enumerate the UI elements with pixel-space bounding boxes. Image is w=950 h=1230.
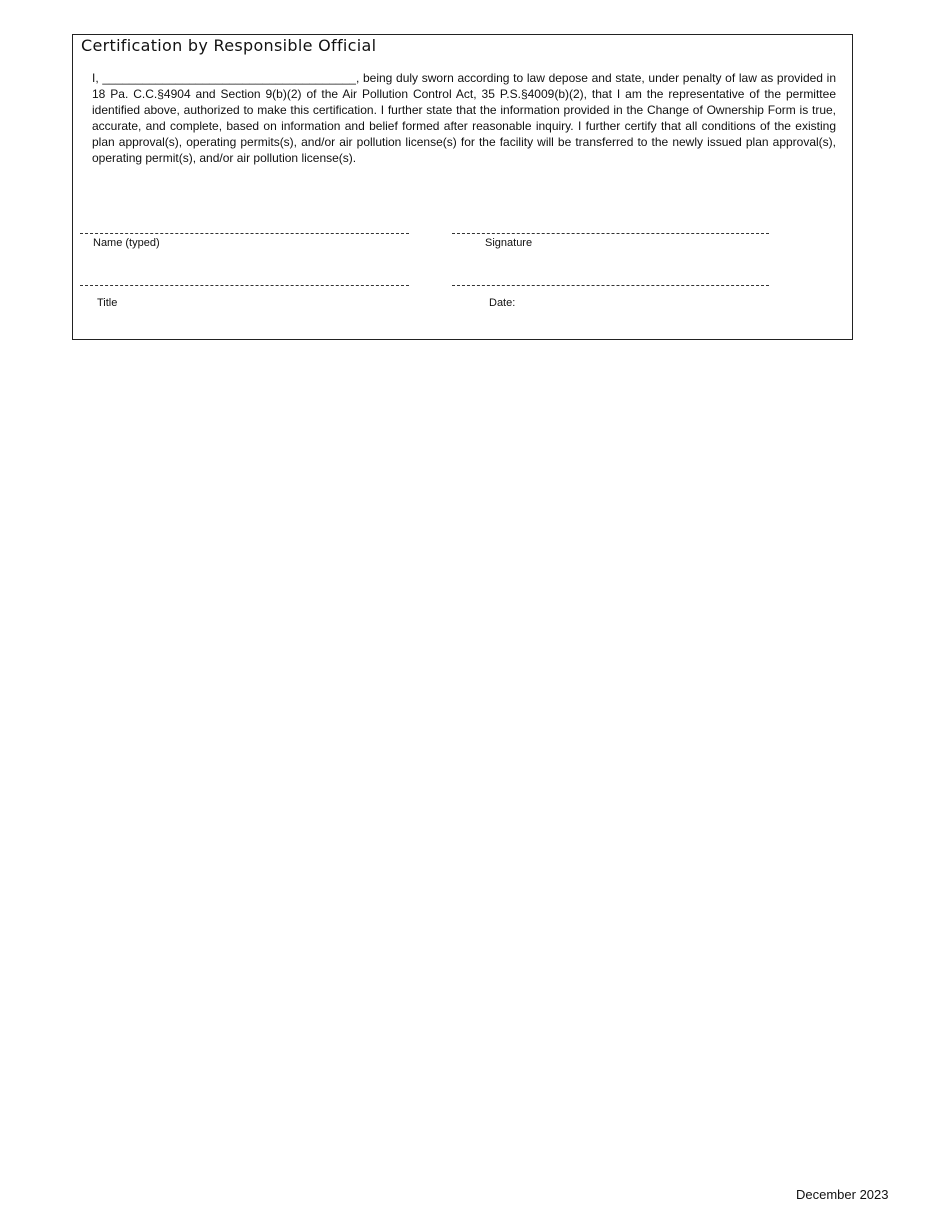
certification-box: [72, 34, 853, 340]
title-line[interactable]: [80, 285, 409, 286]
certification-statement: I, ______________________________________, being duly sworn according to law depose and state, under penalty of law as provided in 18 Pa. C.C.§4904 and Section 9(b)(2) of the Air Pollution Control Act, 35 P.S.§4009(b)(2), that I am the representative of the permittee identified above, authorized to make this certification. I further state that the information provided in the Change of Ownership Form is true, accurate, and complete, based on information and belief formed after reasonable inquiry. I further certify that all conditions of the existing plan approval(s), operating permits(s), and/or air pollution license(s) for the facility will be transferred to the newly issued plan approval(s), operating permit(s), and/or air pollution license(s).: [92, 71, 836, 165]
date-label: Date:: [489, 297, 516, 309]
title-label: Title: [97, 297, 118, 309]
date-line[interactable]: [452, 285, 769, 286]
certification-title: Certification by Responsible Official: [81, 36, 377, 55]
signature-label: Signature: [485, 237, 533, 249]
name-label: Name (typed): [93, 237, 160, 249]
name-line[interactable]: [80, 233, 409, 234]
signature-line[interactable]: [452, 233, 769, 234]
footer-date: December 2023: [796, 1187, 889, 1202]
